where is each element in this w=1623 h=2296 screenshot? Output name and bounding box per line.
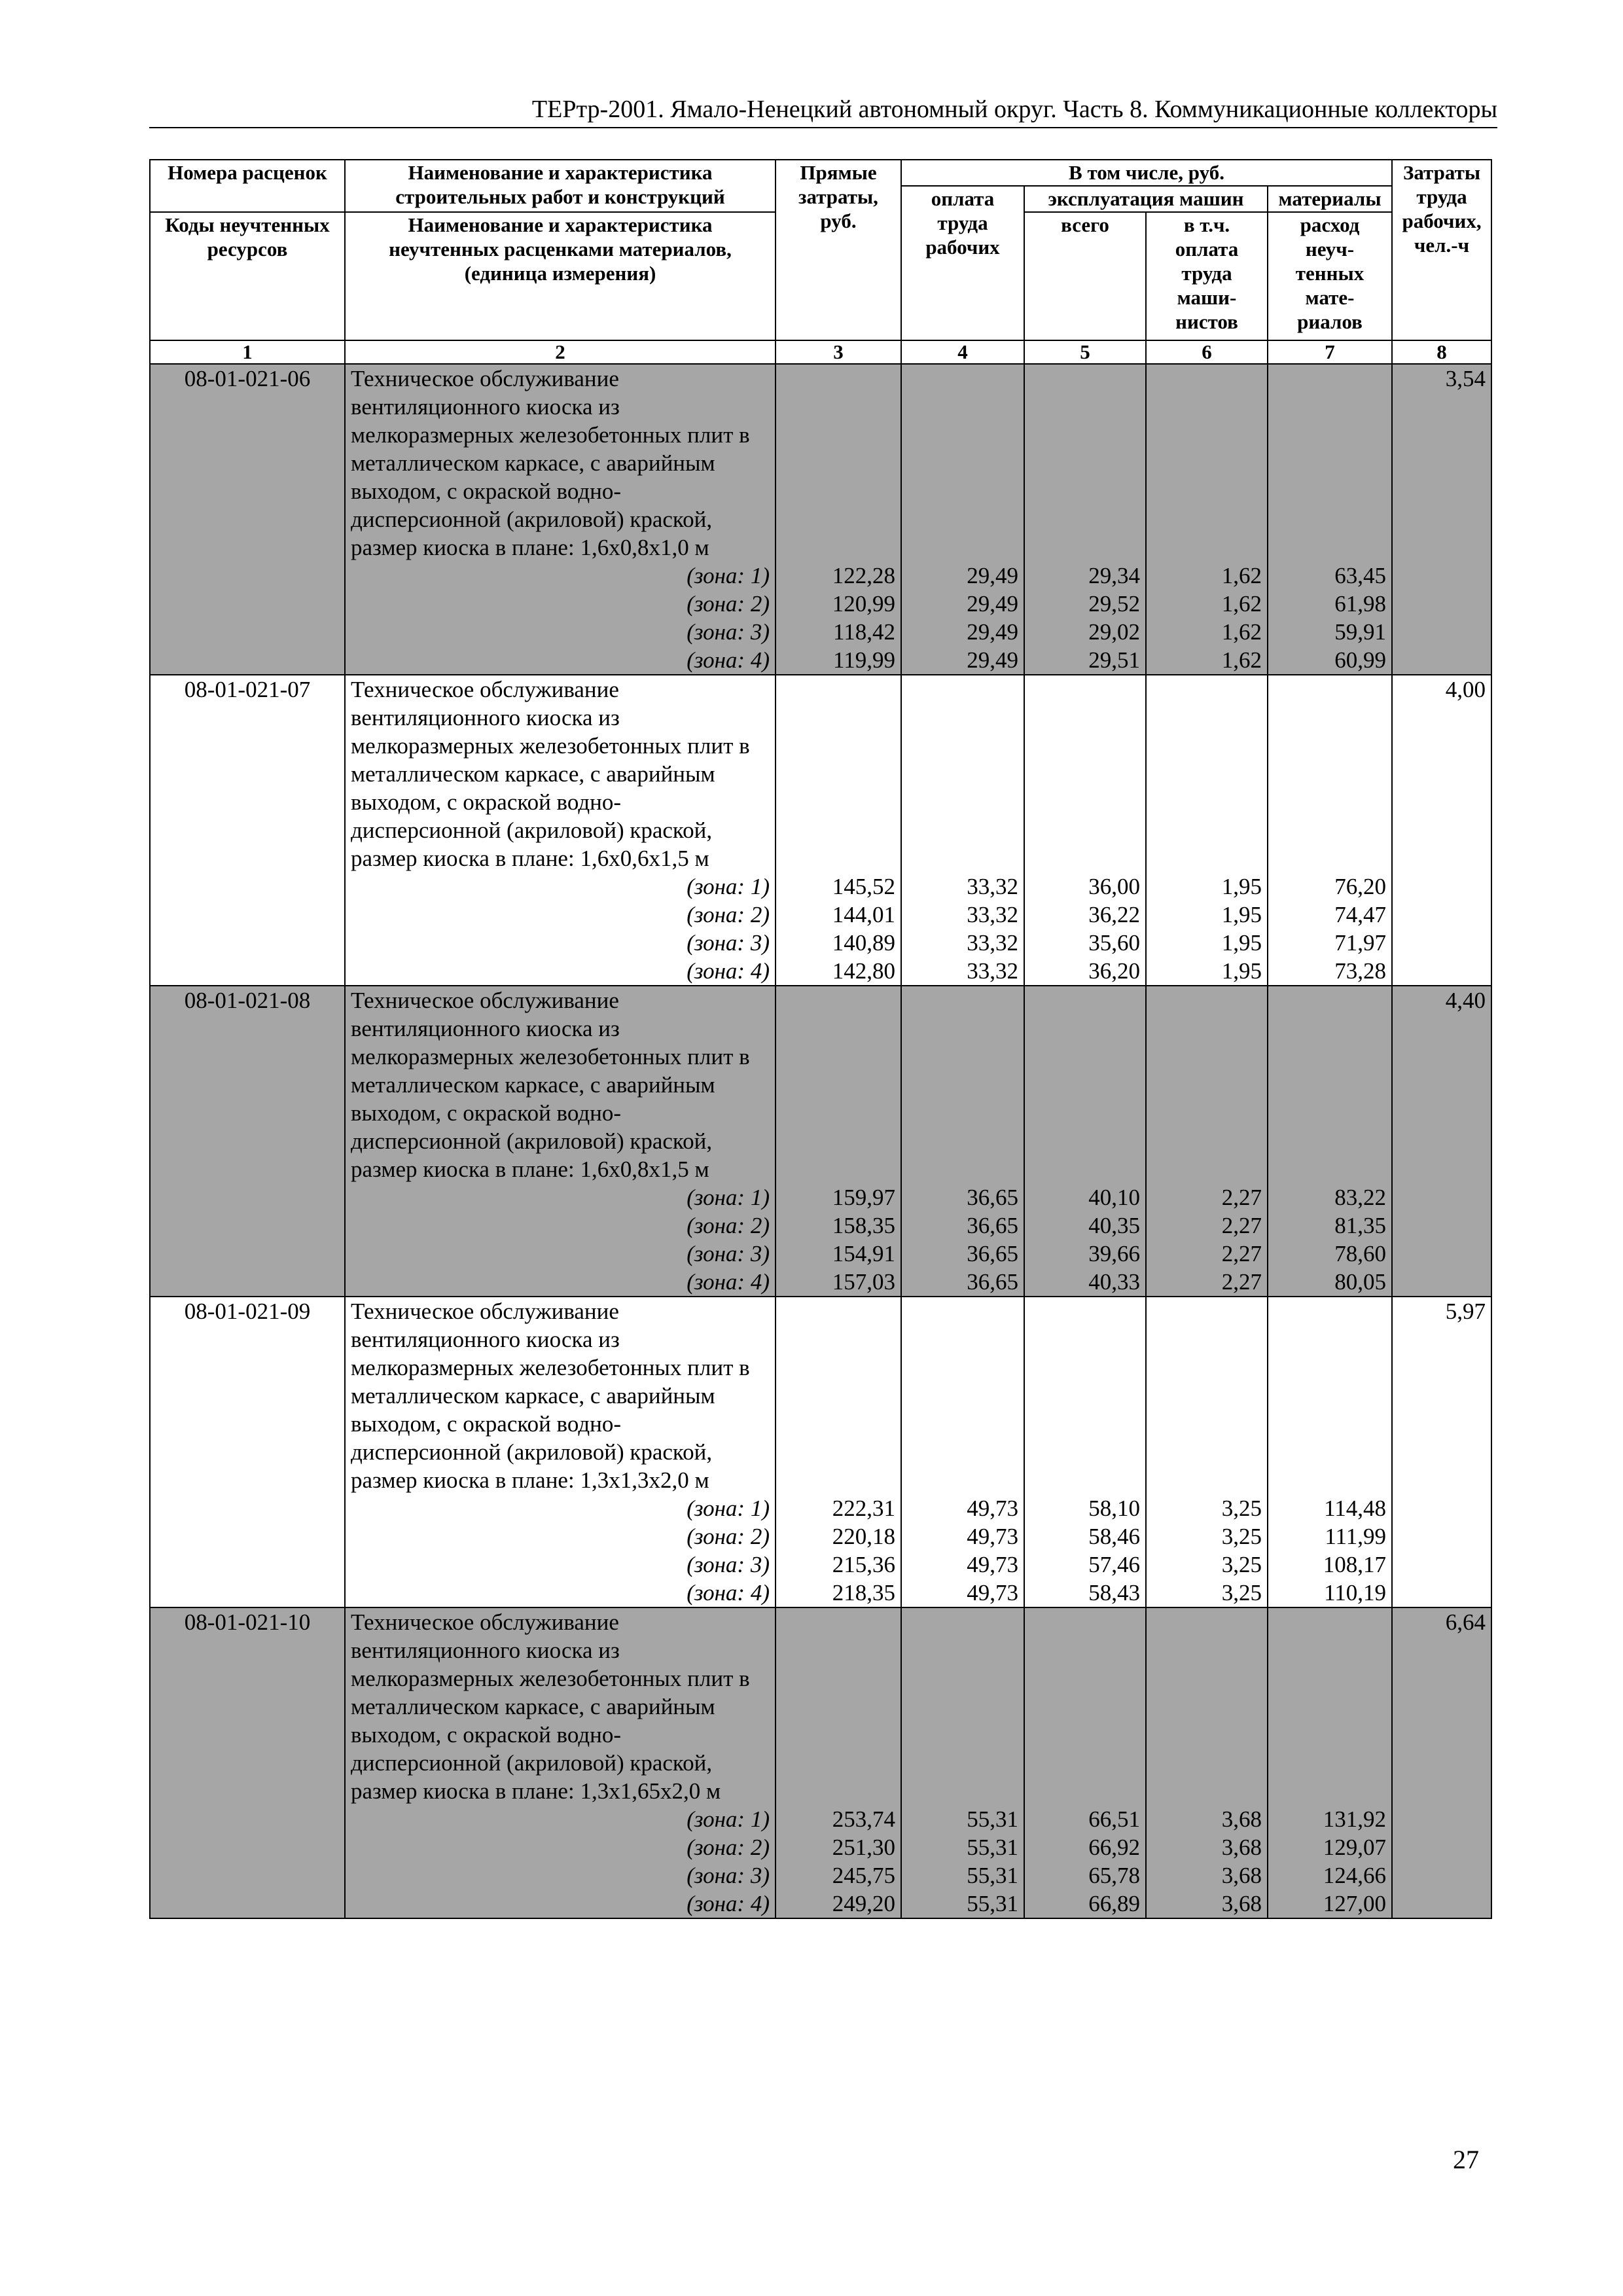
rates-table bbox=[149, 159, 1492, 1919]
labor-costs-value: 4,00 bbox=[1392, 675, 1491, 986]
operator-pay-value: 2,27 bbox=[1221, 1185, 1262, 1210]
zone-label: (зона: 3) bbox=[687, 1552, 770, 1577]
rate-description bbox=[345, 986, 776, 1297]
operator-pay-value: 2,27 bbox=[1221, 1241, 1262, 1266]
machines-total-value: 65,78 bbox=[1088, 1863, 1140, 1888]
head-resource-codes: Коды неучтенных ресурсов bbox=[150, 212, 345, 340]
direct-costs-value: 220,18 bbox=[832, 1524, 895, 1549]
head-machines: эксплуатация машин bbox=[1024, 186, 1268, 212]
head-work-name: Наименование и характеристика строительных работ и конструкций bbox=[345, 160, 776, 212]
zone-label: (зона: 4) bbox=[687, 1891, 770, 1916]
operator-pay-cell bbox=[1146, 986, 1268, 1297]
col-number: 6 bbox=[1146, 340, 1268, 364]
materials-cell bbox=[1268, 675, 1392, 986]
materials-value: 60,99 bbox=[1334, 647, 1387, 673]
direct-costs-value: 140,89 bbox=[832, 930, 895, 956]
zone-label: (зона: 2) bbox=[687, 1213, 770, 1238]
labor-costs-value: 3,54 bbox=[1392, 364, 1491, 675]
machines-total-value: 29,52 bbox=[1088, 591, 1140, 617]
machines-total-cell bbox=[1024, 1607, 1146, 1918]
operator-pay-cell bbox=[1146, 364, 1268, 675]
col-number: 1 bbox=[150, 340, 345, 364]
machines-total-value: 66,89 bbox=[1088, 1891, 1140, 1916]
materials-value: 76,20 bbox=[1334, 874, 1387, 899]
direct-costs-value: 253,74 bbox=[832, 1806, 895, 1832]
labor-pay-value: 36,65 bbox=[967, 1185, 1018, 1210]
labor-pay-value: 49,73 bbox=[967, 1580, 1018, 1605]
direct-costs-cell bbox=[776, 364, 901, 675]
direct-costs-value: 222,31 bbox=[832, 1496, 895, 1521]
zone-spacer bbox=[1030, 1608, 1140, 1805]
zone-label: (зона: 4) bbox=[687, 647, 770, 673]
direct-costs-value: 251,30 bbox=[832, 1835, 895, 1860]
labor-pay-value: 55,31 bbox=[967, 1891, 1018, 1916]
machines-total-value: 36,20 bbox=[1088, 958, 1140, 984]
machines-total-cell bbox=[1024, 675, 1146, 986]
labor-pay-value: 55,31 bbox=[967, 1806, 1018, 1832]
zone-spacer bbox=[1152, 986, 1262, 1183]
zone-label: (зона: 1) bbox=[687, 874, 770, 899]
materials-cell bbox=[1268, 986, 1392, 1297]
materials-value: 74,47 bbox=[1334, 902, 1387, 927]
page-header: ТЕРтр-2001. Ямало-Ненецкий автономный округ. Часть 8. Коммуникационные коллекторы bbox=[149, 93, 1497, 128]
rate-description bbox=[345, 364, 776, 675]
zone-spacer bbox=[1274, 675, 1386, 872]
machines-total-value: 40,33 bbox=[1088, 1269, 1140, 1295]
machines-total-value: 35,60 bbox=[1088, 930, 1140, 956]
machines-total-value: 29,34 bbox=[1088, 563, 1140, 588]
head-rate-numbers: Номера расценок bbox=[150, 160, 345, 212]
labor-pay-cell bbox=[901, 675, 1024, 986]
zone-spacer bbox=[1274, 1608, 1386, 1805]
labor-pay-value: 29,49 bbox=[967, 591, 1018, 617]
materials-value: 129,07 bbox=[1323, 1835, 1387, 1860]
labor-pay-value: 33,32 bbox=[967, 874, 1018, 899]
zone-spacer bbox=[1030, 675, 1140, 872]
zone-spacer bbox=[1152, 365, 1262, 562]
direct-costs-value: 118,42 bbox=[833, 619, 895, 645]
zone-label: (зона: 1) bbox=[687, 1496, 770, 1521]
zone-label: (зона: 3) bbox=[687, 619, 770, 645]
materials-value: 81,35 bbox=[1334, 1213, 1387, 1238]
zone-spacer bbox=[907, 1608, 1018, 1805]
rate-code: 08-01-021-09 bbox=[150, 1297, 345, 1607]
zone-spacer bbox=[1274, 986, 1386, 1183]
rate-description-text: Техническое обслуживание вентиляционного киоска из мелкоразмерных железобетонных плит в металлическом каркасе, с аварийным выходом, с окраской водно-дисперсионной (акриловой) краской, размер киоска в плане: 1,3х1,65х2,0 м bbox=[351, 1609, 750, 1804]
operator-pay-value: 2,27 bbox=[1221, 1213, 1262, 1238]
operator-pay-value: 1,62 bbox=[1221, 591, 1262, 617]
materials-value: 80,05 bbox=[1334, 1269, 1387, 1295]
direct-costs-value: 157,03 bbox=[832, 1269, 895, 1295]
machines-total-value: 36,00 bbox=[1088, 874, 1140, 899]
zone-label: (зона: 1) bbox=[687, 1806, 770, 1832]
materials-value: 111,99 bbox=[1325, 1524, 1387, 1549]
labor-pay-value: 36,65 bbox=[967, 1269, 1018, 1295]
labor-pay-cell bbox=[901, 1297, 1024, 1607]
direct-costs-value: 158,35 bbox=[832, 1213, 895, 1238]
materials-value: 78,60 bbox=[1334, 1241, 1387, 1266]
col-number: 2 bbox=[345, 340, 776, 364]
zone-spacer bbox=[781, 675, 895, 872]
machines-total-value: 39,66 bbox=[1088, 1241, 1140, 1266]
materials-value: 108,17 bbox=[1323, 1552, 1387, 1577]
direct-costs-value: 122,28 bbox=[832, 563, 895, 588]
zone-spacer bbox=[1030, 365, 1140, 562]
zone-spacer bbox=[781, 365, 895, 562]
direct-costs-cell bbox=[776, 675, 901, 986]
direct-costs-value: 245,75 bbox=[832, 1863, 895, 1888]
machines-total-value: 40,10 bbox=[1088, 1185, 1140, 1210]
labor-pay-value: 33,32 bbox=[967, 930, 1018, 956]
materials-value: 131,92 bbox=[1323, 1806, 1387, 1832]
zone-label: (зона: 1) bbox=[687, 563, 770, 588]
operator-pay-value: 1,62 bbox=[1221, 619, 1262, 645]
col-number: 7 bbox=[1268, 340, 1392, 364]
operator-pay-value: 3,25 bbox=[1221, 1524, 1262, 1549]
zone-spacer bbox=[907, 365, 1018, 562]
machines-total-value: 57,46 bbox=[1088, 1552, 1140, 1577]
materials-value: 114,48 bbox=[1324, 1496, 1387, 1521]
table-head bbox=[150, 160, 1491, 364]
labor-pay-value: 49,73 bbox=[967, 1524, 1018, 1549]
zone-spacer bbox=[781, 1297, 895, 1494]
zone-label: (зона: 2) bbox=[687, 1524, 770, 1549]
materials-value: 59,91 bbox=[1334, 619, 1387, 645]
zone-label: (зона: 4) bbox=[687, 958, 770, 984]
head-total: всего bbox=[1024, 212, 1146, 340]
labor-pay-cell bbox=[901, 1607, 1024, 1918]
machines-total-value: 66,92 bbox=[1088, 1835, 1140, 1860]
machines-total-value: 29,02 bbox=[1088, 619, 1140, 645]
zone-label: (зона: 2) bbox=[687, 591, 770, 617]
direct-costs-value: 145,52 bbox=[832, 874, 895, 899]
materials-value: 63,45 bbox=[1334, 563, 1387, 588]
operator-pay-cell bbox=[1146, 1607, 1268, 1918]
direct-costs-value: 142,80 bbox=[832, 958, 895, 984]
labor-pay-value: 36,65 bbox=[967, 1241, 1018, 1266]
labor-pay-value: 55,31 bbox=[967, 1863, 1018, 1888]
head-operator-pay: в т.ч. оплата труда маши-нистов bbox=[1146, 212, 1268, 340]
machines-total-value: 40,35 bbox=[1088, 1213, 1140, 1238]
zone-spacer bbox=[1274, 365, 1386, 562]
zone-spacer bbox=[907, 675, 1018, 872]
rate-description-text: Техническое обслуживание вентиляционного киоска из мелкоразмерных железобетонных плит в металлическом каркасе, с аварийным выходом, с окраской водно-дисперсионной (акриловой) краской, размер киоска в плане: 1,6х0,6х1,5 м bbox=[351, 677, 750, 871]
col-number: 5 bbox=[1024, 340, 1146, 364]
rate-code: 08-01-021-08 bbox=[150, 986, 345, 1297]
labor-pay-value: 29,49 bbox=[967, 563, 1018, 588]
machines-total-value: 29,51 bbox=[1088, 647, 1140, 673]
page-number: 27 bbox=[1453, 2145, 1479, 2174]
operator-pay-value: 1,95 bbox=[1221, 874, 1262, 899]
machines-total-value: 58,46 bbox=[1088, 1524, 1140, 1549]
zone-label: (зона: 1) bbox=[687, 1185, 770, 1210]
zone-spacer bbox=[1030, 986, 1140, 1183]
operator-pay-value: 3,68 bbox=[1221, 1835, 1262, 1860]
operator-pay-value: 1,62 bbox=[1221, 647, 1262, 673]
operator-pay-value: 3,25 bbox=[1221, 1496, 1262, 1521]
materials-value: 61,98 bbox=[1334, 591, 1387, 617]
col-number: 3 bbox=[776, 340, 901, 364]
zone-spacer bbox=[1152, 1608, 1262, 1805]
materials-value: 83,22 bbox=[1334, 1185, 1387, 1210]
operator-pay-value: 2,27 bbox=[1221, 1269, 1262, 1295]
zone-label: (зона: 3) bbox=[687, 1241, 770, 1266]
labor-pay-value: 49,73 bbox=[967, 1552, 1018, 1577]
head-materials: материалы bbox=[1268, 186, 1392, 212]
zone-label: (зона: 2) bbox=[687, 1835, 770, 1860]
rate-row bbox=[150, 675, 1491, 986]
labor-pay-value: 33,32 bbox=[967, 958, 1018, 984]
operator-pay-value: 1,95 bbox=[1221, 958, 1262, 984]
materials-value: 73,28 bbox=[1334, 958, 1387, 984]
labor-pay-value: 29,49 bbox=[967, 619, 1018, 645]
machines-total-cell bbox=[1024, 986, 1146, 1297]
direct-costs-value: 144,01 bbox=[832, 902, 895, 927]
direct-costs-value: 120,99 bbox=[832, 591, 895, 617]
zone-spacer bbox=[781, 986, 895, 1183]
direct-costs-value: 218,35 bbox=[832, 1580, 895, 1605]
operator-pay-value: 1,62 bbox=[1221, 563, 1262, 588]
direct-costs-value: 215,36 bbox=[832, 1552, 895, 1577]
rate-description-text: Техническое обслуживание вентиляционного киоска из мелкоразмерных железобетонных плит в металлическом каркасе, с аварийным выходом, с окраской водно-дисперсионной (акриловой) краской, размер киоска в плане: 1,6х0,8х1,5 м bbox=[351, 988, 750, 1182]
zone-label: (зона: 4) bbox=[687, 1269, 770, 1295]
head-labor-costs: Затраты труда рабочих, чел.-ч bbox=[1392, 160, 1491, 340]
direct-costs-value: 249,20 bbox=[832, 1891, 895, 1916]
labor-costs-value: 5,97 bbox=[1392, 1297, 1491, 1607]
zone-spacer bbox=[1274, 1297, 1386, 1494]
materials-cell bbox=[1268, 364, 1392, 675]
operator-pay-value: 3,68 bbox=[1221, 1806, 1262, 1832]
rate-row bbox=[150, 1607, 1491, 1918]
operator-pay-value: 3,25 bbox=[1221, 1580, 1262, 1605]
zone-spacer bbox=[1152, 675, 1262, 872]
table-body bbox=[150, 364, 1491, 1918]
direct-costs-value: 119,99 bbox=[833, 647, 895, 673]
machines-total-cell bbox=[1024, 364, 1146, 675]
rate-description-text: Техническое обслуживание вентиляционного киоска из мелкоразмерных железобетонных плит в металлическом каркасе, с аварийным выходом, с окраской водно-дисперсионной (акриловой) краской, размер киоска в плане: 1,6х0,8х1,0 м bbox=[351, 366, 750, 560]
column-numbers-row bbox=[150, 340, 1491, 364]
rate-code: 08-01-021-06 bbox=[150, 364, 345, 675]
machines-total-cell bbox=[1024, 1297, 1146, 1607]
operator-pay-value: 1,95 bbox=[1221, 930, 1262, 956]
operator-pay-value: 3,25 bbox=[1221, 1552, 1262, 1577]
zone-label: (зона: 3) bbox=[687, 930, 770, 956]
materials-cell bbox=[1268, 1607, 1392, 1918]
head-including: В том числе, руб. bbox=[901, 160, 1392, 186]
labor-pay-value: 33,32 bbox=[967, 902, 1018, 927]
rate-description-text: Техническое обслуживание вентиляционного киоска из мелкоразмерных железобетонных плит в металлическом каркасе, с аварийным выходом, с окраской водно-дисперсионной (акриловой) краской, размер киоска в плане: 1,3х1,3х2,0 м bbox=[351, 1299, 750, 1493]
zone-spacer bbox=[907, 1297, 1018, 1494]
head-material-names: Наименование и характеристика неучтенных расценками материалов, (единица измерения) bbox=[345, 212, 776, 340]
operator-pay-cell bbox=[1146, 1297, 1268, 1607]
zone-label: (зона: 3) bbox=[687, 1863, 770, 1888]
rate-code: 08-01-021-07 bbox=[150, 675, 345, 986]
materials-cell bbox=[1268, 1297, 1392, 1607]
labor-pay-value: 49,73 bbox=[967, 1496, 1018, 1521]
zone-spacer bbox=[1152, 1297, 1262, 1494]
operator-pay-value: 3,68 bbox=[1221, 1863, 1262, 1888]
materials-value: 124,66 bbox=[1323, 1863, 1387, 1888]
zone-spacer bbox=[781, 1608, 895, 1805]
labor-pay-cell bbox=[901, 986, 1024, 1297]
materials-value: 110,19 bbox=[1324, 1580, 1387, 1605]
labor-costs-value: 4,40 bbox=[1392, 986, 1491, 1297]
rate-description bbox=[345, 675, 776, 986]
zone-spacer bbox=[907, 986, 1018, 1183]
machines-total-value: 36,22 bbox=[1088, 902, 1140, 927]
materials-value: 127,00 bbox=[1323, 1891, 1387, 1916]
rate-description bbox=[345, 1297, 776, 1607]
machines-total-value: 66,51 bbox=[1088, 1806, 1140, 1832]
rate-row bbox=[150, 364, 1491, 675]
direct-costs-cell bbox=[776, 1607, 901, 1918]
labor-pay-value: 29,49 bbox=[967, 647, 1018, 673]
direct-costs-cell bbox=[776, 986, 901, 1297]
rate-row bbox=[150, 986, 1491, 1297]
zone-label: (зона: 2) bbox=[687, 902, 770, 927]
head-direct-costs: Прямые затраты, руб. bbox=[776, 160, 901, 340]
col-number: 4 bbox=[901, 340, 1024, 364]
head-labor-pay: оплата труда рабочих bbox=[901, 186, 1024, 340]
labor-pay-value: 36,65 bbox=[967, 1213, 1018, 1238]
operator-pay-value: 3,68 bbox=[1221, 1891, 1262, 1916]
operator-pay-cell bbox=[1146, 675, 1268, 986]
labor-pay-value: 55,31 bbox=[967, 1835, 1018, 1860]
labor-pay-cell bbox=[901, 364, 1024, 675]
direct-costs-cell bbox=[776, 1297, 901, 1607]
materials-value: 71,97 bbox=[1334, 930, 1387, 956]
direct-costs-value: 154,91 bbox=[832, 1241, 895, 1266]
rate-row bbox=[150, 1297, 1491, 1607]
direct-costs-value: 159,97 bbox=[832, 1185, 895, 1210]
col-number: 8 bbox=[1392, 340, 1491, 364]
zone-spacer bbox=[1030, 1297, 1140, 1494]
labor-costs-value: 6,64 bbox=[1392, 1607, 1491, 1918]
machines-total-value: 58,43 bbox=[1088, 1580, 1140, 1605]
rate-code: 08-01-021-10 bbox=[150, 1607, 345, 1918]
head-material-use: расход неуч-тенных мате-риалов bbox=[1268, 212, 1392, 340]
zone-label: (зона: 4) bbox=[687, 1580, 770, 1605]
machines-total-value: 58,10 bbox=[1088, 1496, 1140, 1521]
operator-pay-value: 1,95 bbox=[1221, 902, 1262, 927]
rate-description bbox=[345, 1607, 776, 1918]
